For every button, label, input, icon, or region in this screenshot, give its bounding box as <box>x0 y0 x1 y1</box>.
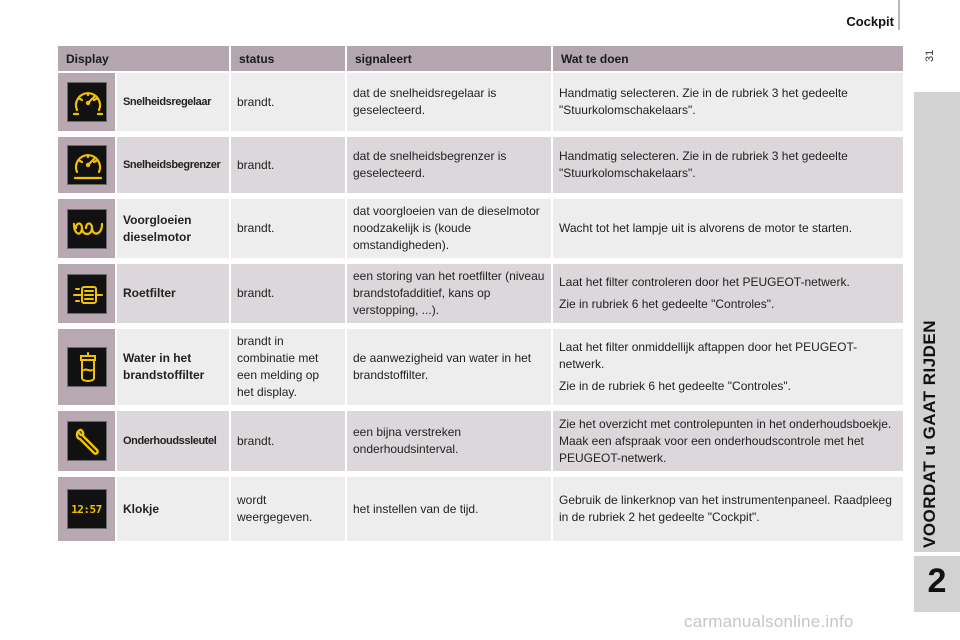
row-signals: dat de snelheidsbegrenzer is geselecteerd. <box>346 134 552 196</box>
row-signals: de aanwezigheid van water in het brandstoffilter. <box>346 326 552 408</box>
row-todo: Zie in rubriek 6 het gedeelte "Controles". <box>559 297 775 311</box>
row-name: Voorgloeien dieselmotor <box>116 196 230 261</box>
row-todo: Gebruik de linkerknop van het instrumentenpaneel. Raadpleeg in de rubriek 2 het gedeelte "Cockpit". <box>559 493 892 524</box>
watermark: carmanualsonline.info <box>684 612 854 631</box>
speed-regulator-icon <box>67 82 107 122</box>
header-display: Display <box>58 46 230 72</box>
page-number: 31 <box>924 49 936 62</box>
row-name: Water in het brandstoffilter <box>116 326 230 408</box>
row-todo: Wacht tot het lampje uit is alvorens de motor te starten. <box>559 221 853 235</box>
water-in-fuel-icon <box>67 347 107 387</box>
row-signals: dat voorgloeien van de dieselmotor noodzakelijk is (koude omstandigheden). <box>346 196 552 261</box>
table-row <box>58 326 904 408</box>
row-signals: een bijna verstreken onderhoudsinterval. <box>346 408 552 474</box>
row-todo: Zie in de rubriek 6 het gedeelte "Controles". <box>559 379 791 393</box>
row-status: wordt weergegeven. <box>230 474 346 544</box>
row-name: Snelheidsbegrenzer <box>123 159 221 171</box>
row-status: brandt. <box>230 196 346 261</box>
table-row <box>58 134 904 196</box>
row-todo: Handmatig selecteren. Zie in de rubriek 3 het gedeelte "Stuurkolomschakelaars". <box>559 149 848 180</box>
table-header-row <box>58 46 904 72</box>
row-name: Roetfilter <box>116 261 230 326</box>
row-status: brandt. <box>230 261 346 326</box>
table-row <box>58 196 904 261</box>
speed-limiter-icon <box>67 145 107 185</box>
row-name: Snelheidsregelaar <box>123 96 211 108</box>
row-name: Klokje <box>116 474 230 544</box>
warning-lights-table <box>58 46 905 547</box>
chapter-side-tab-label: VOORDAT u GAAT RIJDEN <box>920 319 939 548</box>
row-signals: een storing van het roetfilter (niveau brandstofadditief, kans op verstopping, ...). <box>346 261 552 326</box>
table-row <box>58 408 904 474</box>
clock-icon <box>67 489 107 529</box>
row-todo: Laat het filter onmiddellijk aftappen door het PEUGEOT-netwerk. <box>559 340 858 371</box>
preheating-icon <box>67 209 107 249</box>
row-name: Onderhoudssleutel <box>123 435 217 447</box>
header-signals: signaleert <box>346 46 552 72</box>
particle-filter-icon <box>67 274 107 314</box>
table-row <box>58 261 904 326</box>
row-todo: Zie het overzicht met controlepunten in het onderhoudsboekje. Maak een afspraak voor een onderhoudscontrole met het PEUGEOT-netwerk. <box>559 416 892 465</box>
row-todo: Laat het filter controleren door het PEUGEOT-netwerk. <box>559 275 850 289</box>
table-row <box>58 474 904 544</box>
row-signals: dat de snelheidsregelaar is geselecteerd. <box>346 72 552 134</box>
row-todo: Handmatig selecteren. Zie in de rubriek 3 het gedeelte "Stuurkolomschakelaars". <box>559 86 848 117</box>
row-status: brandt. <box>230 134 346 196</box>
header-divider <box>898 0 900 30</box>
header-todo: Wat te doen <box>552 46 904 72</box>
table-row <box>58 72 904 134</box>
row-status: brandt. <box>230 408 346 474</box>
clock-display-text: 12:57 <box>71 502 102 516</box>
service-wrench-icon <box>67 421 107 461</box>
page-title: Cockpit <box>846 14 894 29</box>
row-status: brandt. <box>230 72 346 134</box>
chapter-number: 2 <box>927 562 947 600</box>
row-status: brandt in combinatie met een melding op het display. <box>230 326 346 408</box>
row-signals: het instellen van de tijd. <box>346 474 552 544</box>
header-status: status <box>230 46 346 72</box>
